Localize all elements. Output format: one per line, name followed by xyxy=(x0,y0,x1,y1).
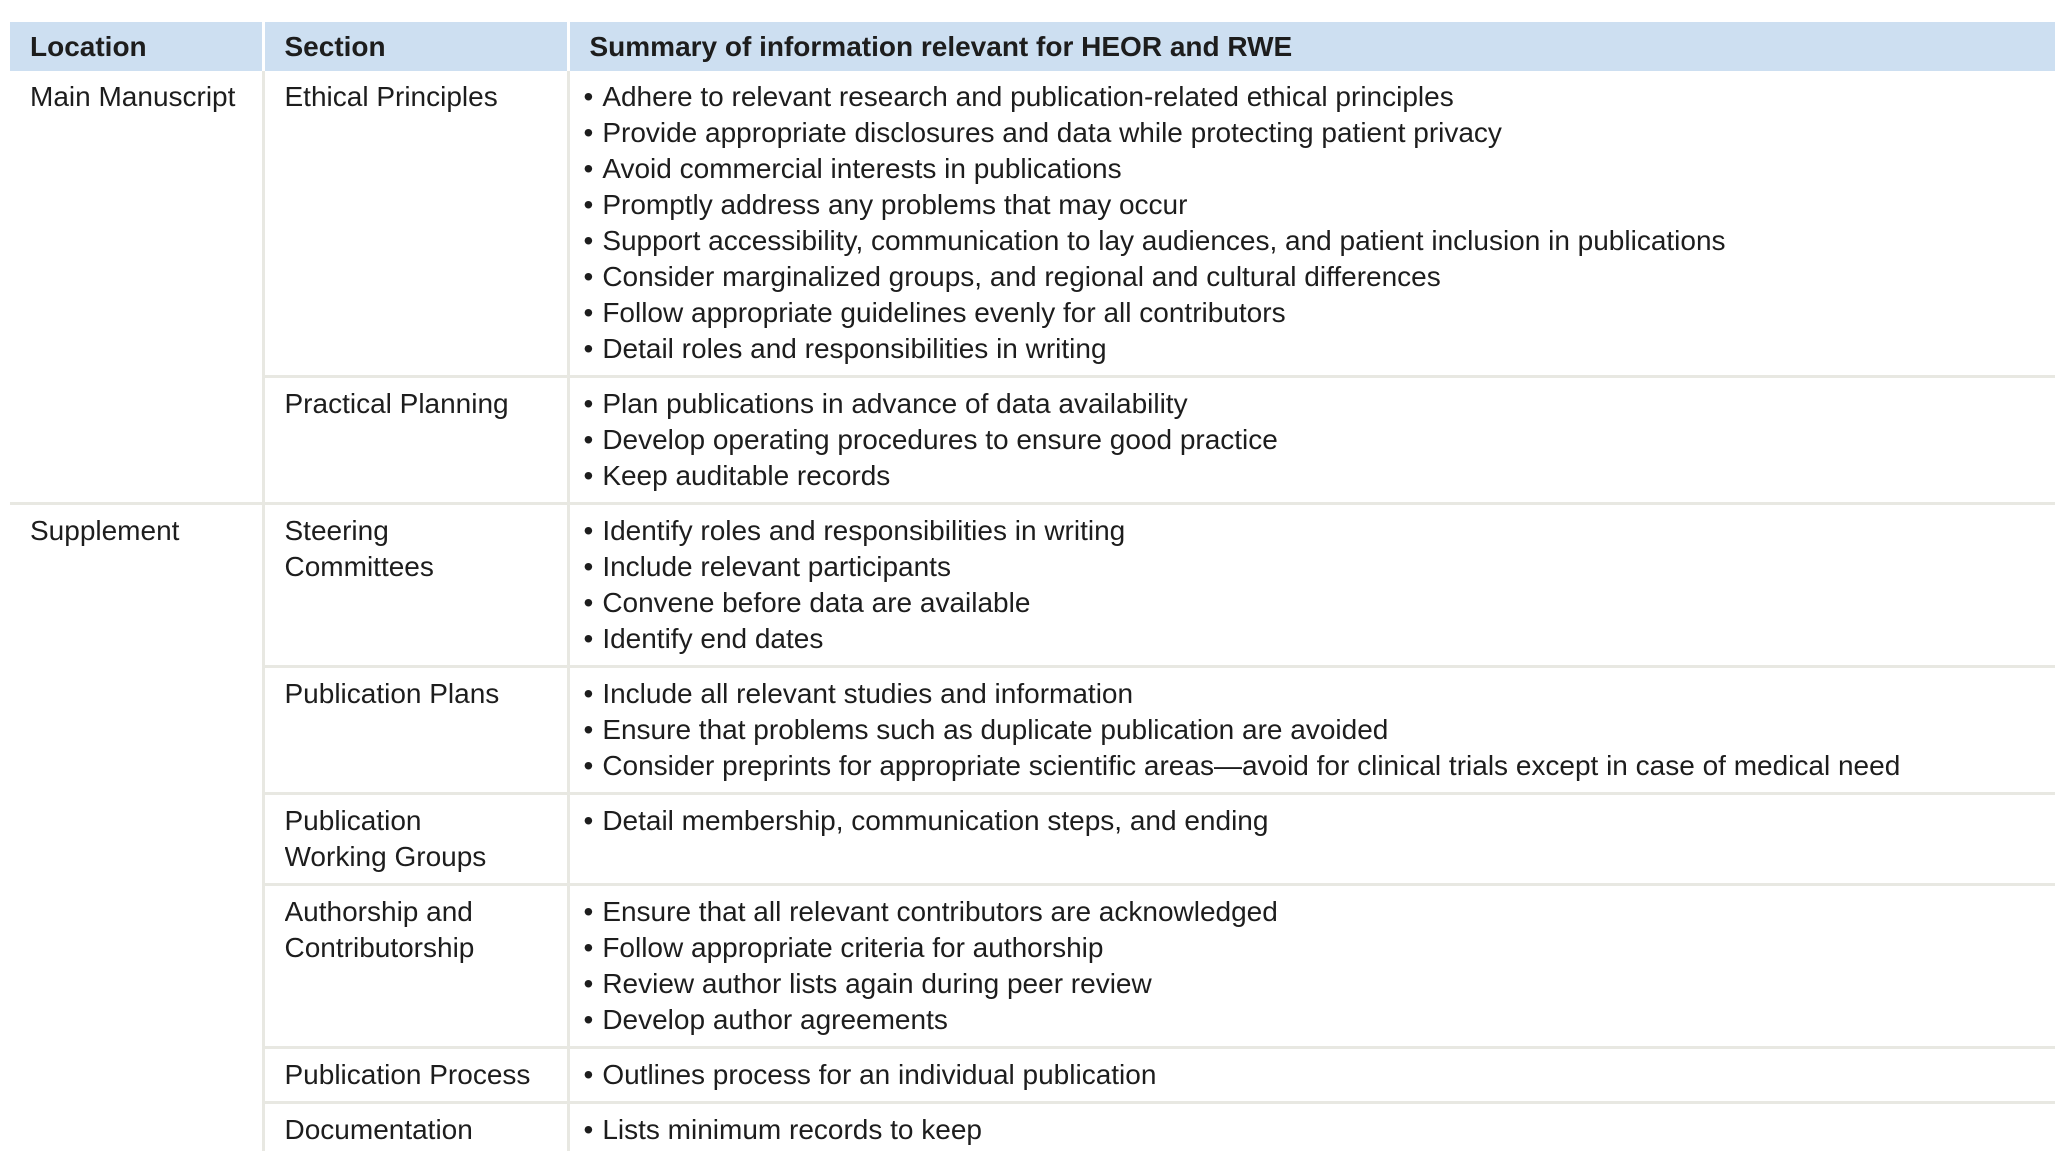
heor-rwe-summary-table xyxy=(10,22,2055,1151)
bullet-item xyxy=(584,1112,2046,1148)
bullet-item xyxy=(584,79,2046,115)
bullet-item xyxy=(584,966,2046,1002)
bullet-item xyxy=(584,1002,2046,1038)
column-header-location: Location xyxy=(10,22,263,71)
bullet-item xyxy=(584,585,2046,621)
bullet-icon: • xyxy=(583,261,594,292)
bullet-icon: • xyxy=(583,714,594,745)
summary-cell xyxy=(568,1103,2055,1151)
table-row xyxy=(10,1103,2055,1151)
bullet-text: Include all relevant studies and information xyxy=(602,678,1134,709)
bullet-item xyxy=(584,151,2046,187)
section-label-line: Publication xyxy=(284,805,422,836)
bullet-text: Include relevant participants xyxy=(602,551,951,582)
bullet-text: Plan publications in advance of data availability xyxy=(602,388,1188,419)
bullet-icon: • xyxy=(583,515,594,546)
bullet-item xyxy=(584,259,2046,295)
bullet-icon: • xyxy=(583,968,594,999)
section-label-line: Committees xyxy=(284,551,434,582)
bullet-item xyxy=(584,295,2046,331)
bullet-text: Ensure that all relevant contributors are acknowledged xyxy=(602,896,1278,927)
summary-cell xyxy=(568,1048,2055,1103)
summary-cell xyxy=(568,71,2055,377)
bullet-item xyxy=(584,748,2046,784)
bullet-icon: • xyxy=(583,750,594,781)
bullet-text: Outlines process for an individual publication xyxy=(602,1059,1157,1090)
bullet-text: Develop author agreements xyxy=(602,1004,948,1035)
bullet-item xyxy=(584,549,2046,585)
section-label-line: Documentation xyxy=(284,1114,473,1145)
bullet-text: Identify roles and responsibilities in writing xyxy=(602,515,1126,546)
section-cell xyxy=(263,667,568,794)
bullet-text: Follow appropriate guidelines evenly for all contributors xyxy=(602,297,1286,328)
bullet-icon: • xyxy=(583,1114,594,1145)
table-row xyxy=(10,377,2055,504)
bullet-icon: • xyxy=(583,225,594,256)
bullet-item xyxy=(584,223,2046,259)
bullet-text: Follow appropriate criteria for authorship xyxy=(602,932,1104,963)
column-header-summary: Summary of information relevant for HEOR and RWE xyxy=(568,22,2055,71)
bullet-item xyxy=(584,513,2046,549)
bullet-item xyxy=(584,422,2046,458)
bullet-icon: • xyxy=(583,388,594,419)
bullet-item xyxy=(584,676,2046,712)
header-row xyxy=(10,22,2055,71)
bullet-icon: • xyxy=(583,424,594,455)
table-row xyxy=(10,1048,2055,1103)
table-row xyxy=(10,794,2055,885)
bullet-item xyxy=(584,930,2046,966)
bullet-text: Keep auditable records xyxy=(602,460,891,491)
summary-cell xyxy=(568,885,2055,1048)
bullet-text: Review author lists again during peer review xyxy=(602,968,1152,999)
table-row xyxy=(10,71,2055,377)
section-label-line: Authorship and xyxy=(284,896,473,927)
bullet-text: Convene before data are available xyxy=(602,587,1031,618)
bullet-text: Provide appropriate disclosures and data while protecting patient privacy xyxy=(602,117,1502,148)
bullet-text: Support accessibility, communication to lay audiences, and patient inclusion in publications xyxy=(602,225,1726,256)
section-cell xyxy=(263,71,568,377)
table-header xyxy=(10,22,2055,71)
section-label-line: Publication Plans xyxy=(284,678,500,709)
section-cell xyxy=(263,1103,568,1151)
bullet-item xyxy=(584,187,2046,223)
bullet-icon: • xyxy=(583,678,594,709)
location-cell: Supplement xyxy=(10,504,263,1151)
bullet-text: Avoid commercial interests in publications xyxy=(602,153,1122,184)
bullet-text: Detail roles and responsibilities in writing xyxy=(602,333,1107,364)
section-label-line: Practical Planning xyxy=(284,388,509,419)
bullet-text: Promptly address any problems that may occur xyxy=(602,189,1188,220)
bullet-text: Develop operating procedures to ensure good practice xyxy=(602,424,1278,455)
summary-cell xyxy=(568,377,2055,504)
bullet-text: Adhere to relevant research and publication-related ethical principles xyxy=(602,81,1454,112)
bullet-icon: • xyxy=(583,551,594,582)
bullet-item xyxy=(584,712,2046,748)
table-row xyxy=(10,885,2055,1048)
bullet-item xyxy=(584,894,2046,930)
summary-cell xyxy=(568,667,2055,794)
bullet-text: Consider marginalized groups, and regional and cultural differences xyxy=(602,261,1441,292)
bullet-item xyxy=(584,803,2046,839)
section-label-line: Publication Process xyxy=(284,1059,531,1090)
bullet-icon: • xyxy=(583,189,594,220)
bullet-icon: • xyxy=(583,932,594,963)
section-cell xyxy=(263,377,568,504)
location-cell: Main Manuscript xyxy=(10,71,263,504)
section-cell xyxy=(263,1048,568,1103)
table-body xyxy=(10,71,2055,1151)
section-cell xyxy=(263,885,568,1048)
bullet-icon: • xyxy=(583,297,594,328)
section-label-line: Steering xyxy=(284,515,389,546)
bullet-text: Consider preprints for appropriate scientific areas—avoid for clinical trials except in case of medical need xyxy=(602,750,1901,781)
summary-cell xyxy=(568,794,2055,885)
bullet-icon: • xyxy=(583,153,594,184)
bullet-icon: • xyxy=(583,587,594,618)
bullet-item xyxy=(584,115,2046,151)
bullet-item xyxy=(584,386,2046,422)
table-row xyxy=(10,667,2055,794)
section-label-line: Working Groups xyxy=(284,841,487,872)
section-label-line: Ethical Principles xyxy=(284,81,498,112)
section-cell xyxy=(263,504,568,667)
bullet-icon: • xyxy=(583,1004,594,1035)
bullet-icon: • xyxy=(583,1059,594,1090)
column-header-section: Section xyxy=(263,22,568,71)
bullet-text: Identify end dates xyxy=(602,623,824,654)
bullet-text: Detail membership, communication steps, and ending xyxy=(602,805,1269,836)
bullet-icon: • xyxy=(583,623,594,654)
bullet-item xyxy=(584,1057,2046,1093)
bullet-icon: • xyxy=(583,896,594,927)
bullet-icon: • xyxy=(583,805,594,836)
bullet-icon: • xyxy=(583,81,594,112)
bullet-item xyxy=(584,331,2046,367)
section-cell xyxy=(263,794,568,885)
bullet-icon: • xyxy=(583,117,594,148)
section-label-line: Contributorship xyxy=(284,932,475,963)
bullet-icon: • xyxy=(583,460,594,491)
bullet-text: Lists minimum records to keep xyxy=(602,1114,982,1145)
bullet-item xyxy=(584,621,2046,657)
summary-cell xyxy=(568,504,2055,667)
bullet-icon: • xyxy=(583,333,594,364)
table-row xyxy=(10,504,2055,667)
bullet-text: Ensure that problems such as duplicate publication are avoided xyxy=(602,714,1389,745)
bullet-item xyxy=(584,458,2046,494)
